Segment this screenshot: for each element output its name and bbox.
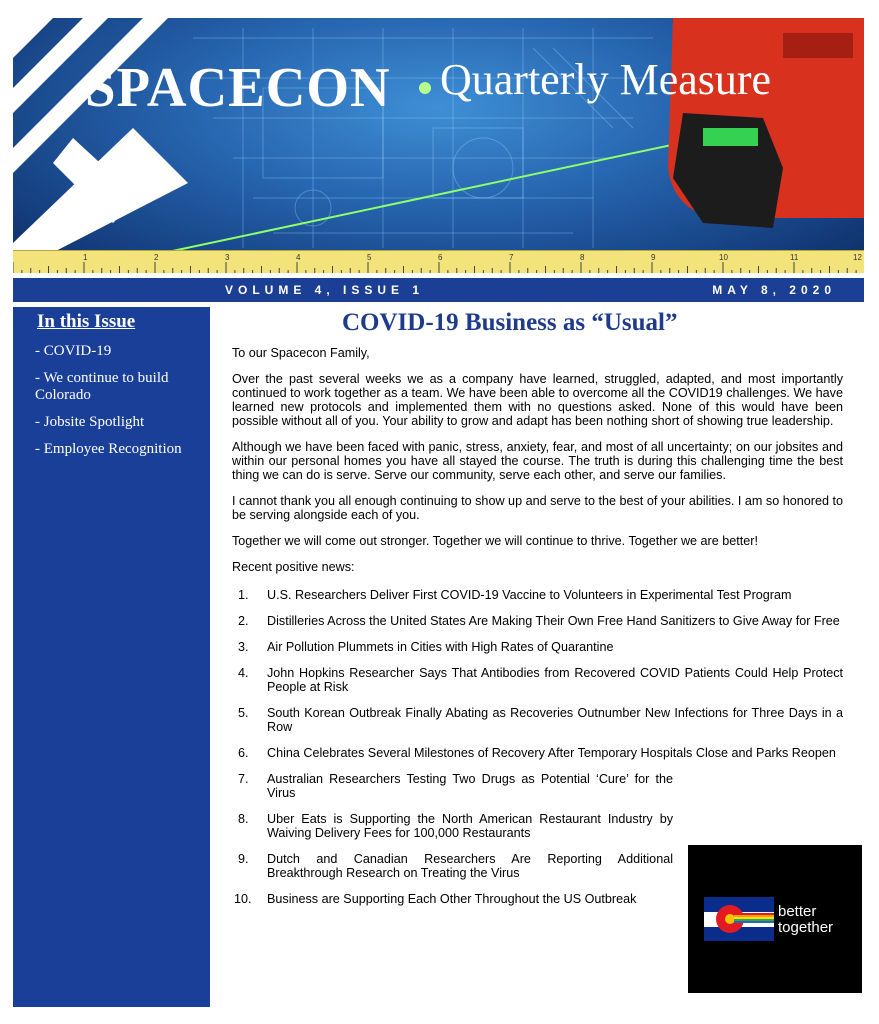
news-item: 3. Air Pollution Plummets in Cities with High Rates of Quarantine xyxy=(238,640,614,654)
ruler-number: 7 xyxy=(509,253,514,262)
article-title: COVID-19 Business as “Usual” xyxy=(342,309,678,336)
article-paragraph: To our Spacecon Family, xyxy=(232,346,370,360)
laser-level-device xyxy=(668,18,864,228)
article-paragraph: I cannot thank you all enough continuing to show up and serve to the best of your abilities. I am so honored to be serving alongside each of you. xyxy=(232,494,843,522)
header-banner xyxy=(13,18,864,273)
article xyxy=(232,309,843,918)
spacecon-logo: SPACECON xyxy=(85,57,391,119)
ruler-number: 6 xyxy=(438,253,443,262)
news-item: 2. Distilleries Across the United States Are Making Their Own Free Hand Sanitizers to Give Away for Free xyxy=(238,614,840,628)
news-item: 4. John Hopkins Researcher Says That Antibodies from Recovered COVID Patients Could Help Protect People at Risk xyxy=(238,666,843,694)
ruler-number: 9 xyxy=(651,253,656,262)
sidebar-item: - COVID-19 xyxy=(35,343,112,359)
sidebar-item: - Employee Recognition xyxy=(35,441,182,457)
volume-bar xyxy=(13,278,864,302)
news-item: 10. Business are Supporting Each Other Throughout the US Outbreak xyxy=(234,892,637,906)
news-item: 9. Dutch and Canadian Researchers Are Reporting Additional Breakthrough Research on Treating the Virus xyxy=(238,852,673,880)
sidebar xyxy=(13,307,210,1007)
article-paragraph: Over the past several weeks we as a company have learned, struggled, adapted, and most importantly continued to work together as a team. We have been able to overcome all the COVID19 challenges. We have learned new protocols and implemented them with no questions asked. None of this would have been possible without all of you. Your ability to grow and adapt has been nothing short of showing true leadership. xyxy=(232,372,843,428)
ruler-number: 1 xyxy=(83,253,88,262)
ruler-number: 12 xyxy=(853,253,862,262)
issue-contents-list xyxy=(35,343,205,468)
rainbow-stripe xyxy=(734,913,774,923)
ruler-number: 3 xyxy=(225,253,230,262)
ruler-number: 8 xyxy=(580,253,585,262)
ruler-number: 4 xyxy=(296,253,301,262)
article-paragraph: Recent positive news: xyxy=(232,560,355,574)
news-item: 8. Uber Eats is Supporting the North American Restaurant Industry by Waiving Delivery Fees for 100,000 Restaurants xyxy=(238,812,673,840)
publication-title: Quarterly Measure xyxy=(440,55,772,104)
news-item: 1. U.S. Researchers Deliver First COVID-19 Vaccine to Volunteers in Experimental Test Program xyxy=(238,588,792,602)
sidebar-item: - We continue to build Colorado xyxy=(35,370,169,403)
article-paragraph: Although we have been faced with panic, stress, anxiety, fear, and most of all uncertainty; on our jobsites and within our personal homes you have all stayed the course. The truth is during this challenging time the best thing we can do is serve. Serve our community, serve each other, and serve our families. xyxy=(232,440,843,482)
ruler-number: 5 xyxy=(367,253,372,262)
sidebar-item: - Jobsite Spotlight xyxy=(35,414,145,430)
better-together-badge xyxy=(688,845,862,993)
article-paragraph: Together we will come out stronger. Together we will continue to thrive. Together we are better! xyxy=(232,534,758,548)
sidebar-heading: In this Issue xyxy=(37,311,136,332)
news-item: 5. South Korean Outbreak Finally Abating as Recoveries Outnumber New Infections for Three Days in a Row xyxy=(238,706,843,734)
ruler-number: 2 xyxy=(154,253,159,262)
news-item: 7. Australian Researchers Testing Two Drugs as Potential ‘Cure’ for the Virus xyxy=(238,772,673,800)
badge-text: better together xyxy=(778,903,834,936)
ruler-strip xyxy=(13,250,864,273)
volume-issue: VOLUME 4, ISSUE 1 xyxy=(225,283,425,297)
ruler-number: 11 xyxy=(790,253,799,262)
issue-date: MAY 8, 2020 xyxy=(712,283,836,297)
ruler-number: 10 xyxy=(719,253,728,262)
news-item: 6. China Celebrates Several Milestones of Recovery After Temporary Hospitals Close and Parks Reopen xyxy=(238,746,836,760)
